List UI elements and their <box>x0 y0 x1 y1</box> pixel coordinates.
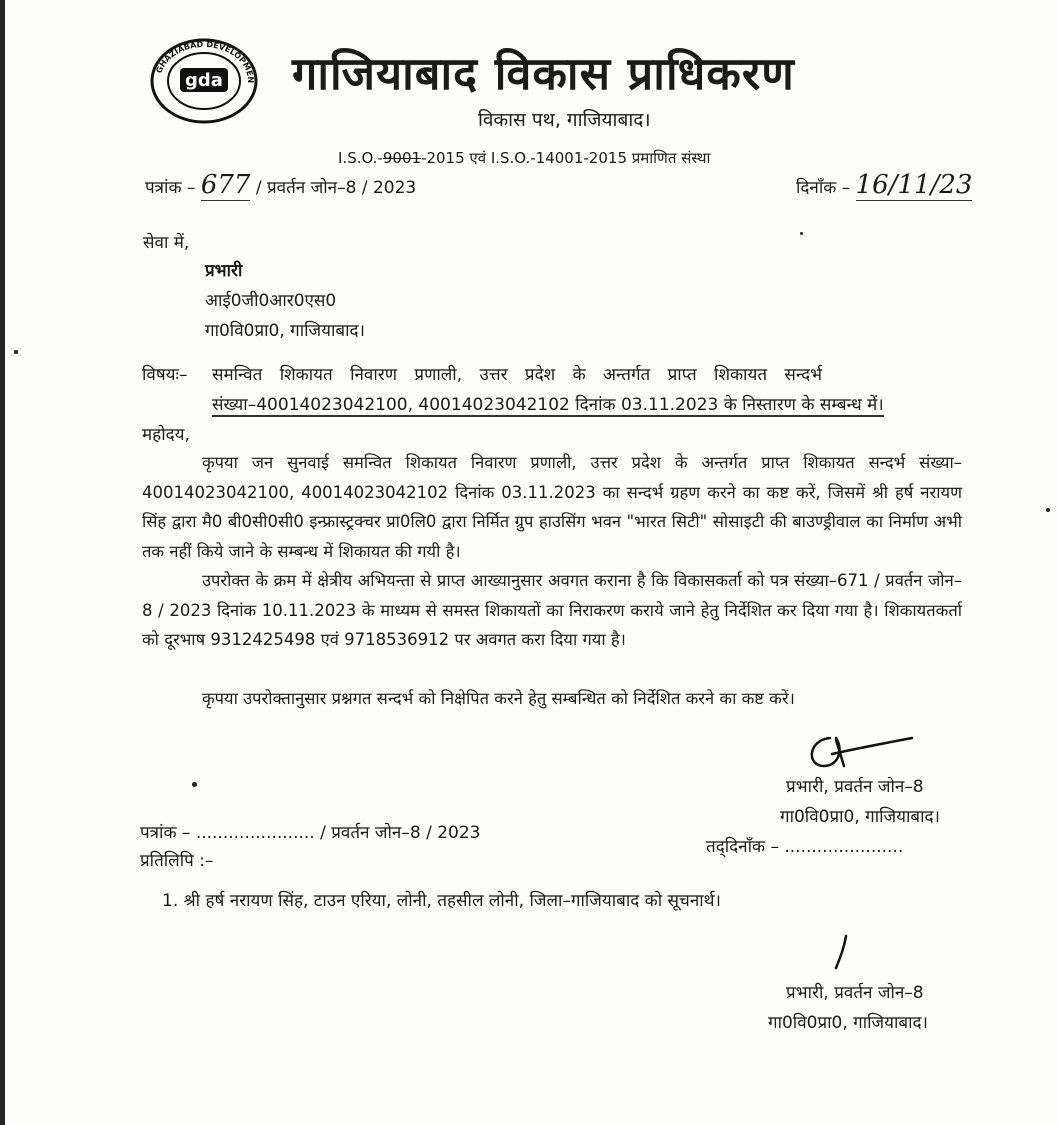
copy-date-line: तद्‌दिनाँक – ...................... <box>706 837 904 857</box>
organization-address: विकास पथ, गाजियाबाद। <box>478 109 651 131</box>
logo-initials: gda <box>185 70 223 91</box>
body-paragraph-3: कृपया उपरोक्तानुसार प्रश्नगत सन्दर्भ को निक्षेपित करने हेतु सम्बन्धित को निर्देशित करने का कष्ट करें। <box>202 689 795 708</box>
copy-reference-line: पत्रांक – ...................... / प्रवर्तन जोन–8 / 2023 <box>140 823 481 843</box>
signatory-2-title: प्रभारी, प्रवर्तन जोन–8 <box>786 983 924 1003</box>
scan-speck <box>1046 508 1050 512</box>
reference-line: पत्रांक – 677 / प्रवर्तन जोन–8 / 2023 <box>145 170 417 200</box>
date-line: दिनाँक – 16/11/23 <box>796 170 973 200</box>
salutation-to: सेवा में, <box>143 233 190 253</box>
scan-speck <box>192 782 197 787</box>
subject-line-1: समन्वित शिकायत निवारण प्रणाली, उत्तर प्रदेश के अन्तर्गत प्राप्त शिकायत सन्दर्भ <box>212 365 823 385</box>
signature-2 <box>826 932 856 976</box>
scan-speck <box>14 350 18 354</box>
body-paragraph-1: कृपया जन सुनवाई समन्वित शिकायत निवारण प्रणाली, उत्तर प्रदेश के अन्तर्गत प्राप्त शिकायत सन्दर्भ संख्या–40014023042100, 40014023042102 दिनांक 03.11.2023 का सन्दर्भ ग्रहण करने का कष्ट करें, जिसमें श्री हर्ष नरायण सिंह द्वारा मै0 बी0सी0सी0 इन्फ्रास्ट्रक्चर प्रा0लि0 द्वारा निर्मित ग्रुप हाउसिंग भवन "भारत सिटी" सोसाइटी की बाउण्ड्रीवाल का निर्माण अभी तक नहीं किये जाने के सम्बन्ध में शिकायत की गयी है। <box>142 453 962 561</box>
scan-speck <box>800 232 803 235</box>
gda-logo <box>150 38 258 124</box>
iso-certification: I.S.O.-9001-2015 एवं I.S.O.-14001-2015 प्रमाणित संस्था <box>338 149 711 167</box>
signatory-1-office: गा0वि0प्रा0, गाजियाबाद। <box>780 807 940 827</box>
copy-to-item-1: 1. श्री हर्ष नरायण सिंह, टाउन एरिया, लोनी, तहसील लोनी, जिला–गाजियाबाद को सूचनार्थ। <box>162 891 721 911</box>
body-paragraph-2: उपरोक्त के क्रम में क्षेत्रीय अभियन्ता से प्राप्त आख्यानुसार अवगत कराना है कि विकासकर्ता को पत्र संख्या–671 / प्रवर्तन जोन–8 / 2023 दिनांक 10.11.2023 के माध्यम से समस्त शिकायतों का निराकरण कराये जाने हेतु निर्देशित कर दिया गया है। शिकायतकर्ता को दूरभाष 9312425498 एवं 9718536912 पर अवगत करा दिया गया है। <box>142 571 962 649</box>
handwritten-date: 16/11/23 <box>855 170 973 200</box>
scan-edge <box>0 0 5 1125</box>
subject-label: विषयः– <box>142 365 188 385</box>
organization-name: गाजियाबाद विकास प्राधिकरण <box>292 47 795 100</box>
signatory-2-office: गा0वि0प्रा0, गाजियाबाद। <box>768 1013 928 1033</box>
recipient-line-1: प्रभारी <box>205 261 243 281</box>
recipient-line-3: गा0वि0प्रा0, गाजियाबाद। <box>205 321 365 341</box>
greeting: महोदय, <box>142 425 190 445</box>
subject-line-2: संख्या–40014023042100, 40014023042102 दिनांक 03.11.2023 के निस्तारण के सम्बन्ध में। <box>212 395 884 415</box>
reference-number: 677 <box>200 170 251 200</box>
signatory-1-title: प्रभारी, प्रवर्तन जोन–8 <box>786 777 924 797</box>
copy-to-label: प्रतिलिपि :– <box>140 851 214 871</box>
recipient-line-2: आई0जी0आर0एस0 <box>205 291 337 311</box>
logo-ring-text: GHAZIABAD DEVELOPMEN <box>154 39 256 84</box>
